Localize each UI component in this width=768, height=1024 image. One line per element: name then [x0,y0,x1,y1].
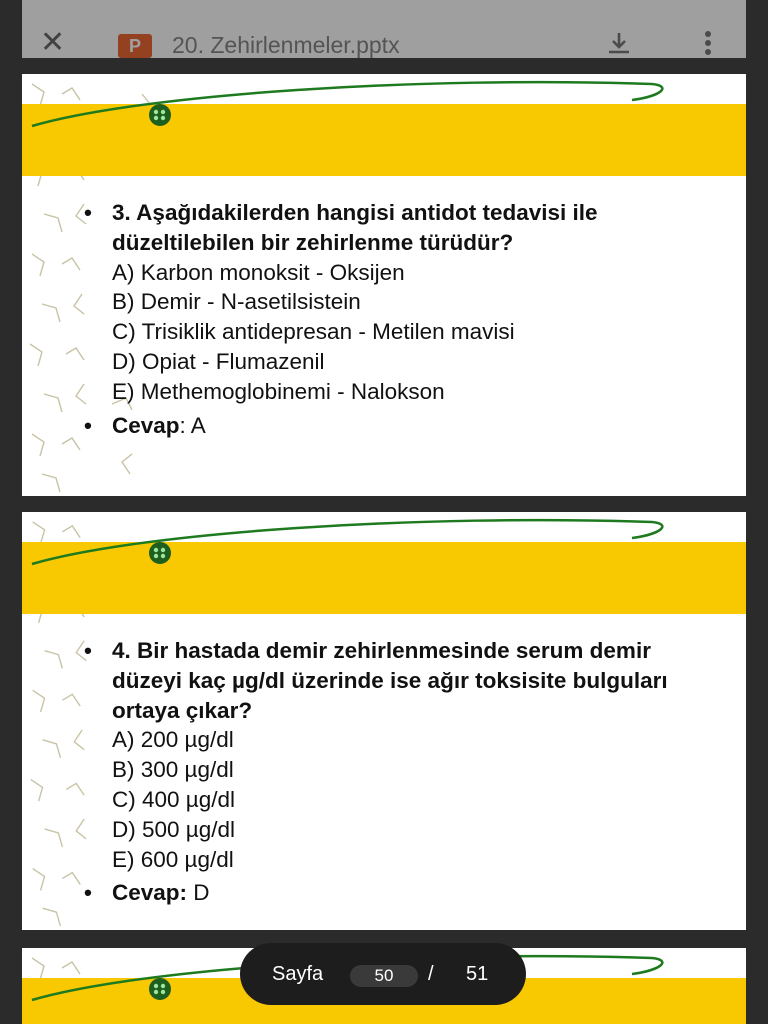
question: • 4. Bir hastada demir zehirlenmesinde serum demir düzeyi kaç µg/dl üzerinde ise ağır toksisite bulguları ortaya çıkar? [84,636,726,725]
powerpoint-file-icon: P [118,34,152,58]
current-page-field[interactable]: 50 [350,965,418,987]
question: • 3. Aşağıdakilerden hangisi antidot tedavisi ile düzeltilebilen bir zehirlenme türüdür? [84,198,726,258]
slide-content [84,198,726,440]
answer-value: : A [179,412,206,438]
option-item: A) 200 µg/dl [112,727,234,753]
page-separator: / [428,963,434,985]
option-item: D) Opiat - Flumazenil [112,348,325,374]
option-item: A) Karbon monoksit - Oksijen [112,259,405,285]
question-text: 3. Aşağıdakilerden hangisi antidot tedavisi ile düzeltilebilen bir zehirlenme türüdür? [112,200,598,255]
slide-page [22,512,746,930]
option-item: C) Trisiklik antidepresan - Metilen mavisi [112,319,515,345]
viewer-top-bar [22,0,746,58]
page-indicator[interactable] [240,943,526,1005]
total-pages: 51 [466,963,489,985]
answer-value: D [187,880,210,906]
more-options-icon[interactable] [702,30,714,56]
close-icon[interactable]: ✕ [40,26,66,59]
option-item: E) 600 µg/dl [112,846,234,872]
option-item: D) 500 µg/dl [112,816,236,842]
options-list [84,725,726,874]
page-label: Sayfa [272,963,324,985]
slide-content [84,636,726,908]
download-icon[interactable] [606,30,632,56]
option-item: B) 300 µg/dl [112,757,234,783]
options-list [84,258,726,407]
answer-label: Cevap: [112,880,188,906]
green-swoosh [22,74,746,134]
option-item: B) Demir - N-asetilsistein [112,289,361,315]
answer: • Cevap: D [84,880,210,906]
answer: • Cevap: A [84,412,206,438]
option-item: E) Methemoglobinemi - Nalokson [112,378,445,404]
slide-page [22,74,746,496]
option-item: C) 400 µg/dl [112,786,236,812]
question-text: 4. Bir hastada demir zehirlenmesinde serum demir düzeyi kaç µg/dl üzerinde ise ağır toksisite bulguları ortaya çıkar? [112,638,668,723]
file-name: 20. Zehirlenmeler.pptx [172,32,400,58]
answer-label: Cevap [112,412,180,438]
green-swoosh [22,512,746,572]
